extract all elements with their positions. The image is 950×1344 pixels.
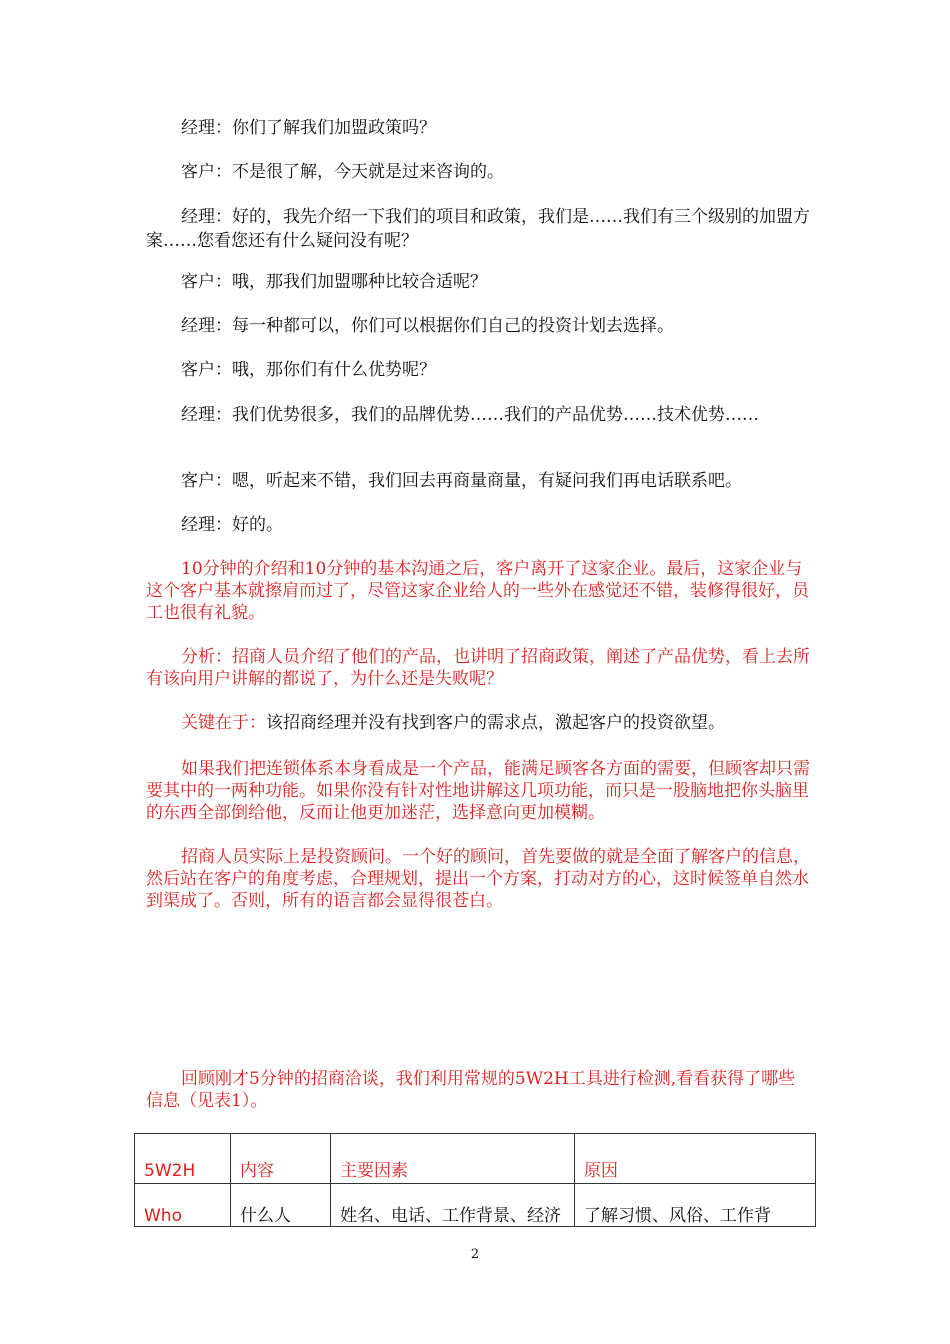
page-number: 2 [470,1247,480,1262]
table-cell: 什么人 [231,1184,331,1227]
key-point [146,712,810,734]
table-cell: 姓名、电话、工作背景、经济 [331,1184,575,1227]
key-label: 关键在于： [181,713,266,733]
table-intro-paragraph: 回顾刚才5分钟的招商洽谈，我们利用常规的5W2H工具进行检测,看看获得了哪些信息（见表1）。 [146,1069,796,1111]
table-cell: 了解习惯、风俗、工作背 [575,1184,816,1227]
table-header-cell: 内容 [231,1134,331,1184]
table-header-row [135,1134,816,1184]
table-header-cell: 5W2H [135,1134,231,1184]
key-text: 该招商经理并没有找到客户的需求点，激起客户的投资欲望。 [266,713,725,733]
dialogue-line: 客户：哦，那我们加盟哪种比较合适呢？ [181,272,487,292]
dialogue-line: 客户：哦，那你们有什么优势呢？ [181,360,436,380]
table-cell: Who [135,1184,231,1227]
body-paragraph: 如果我们把连锁体系本身看成是一个产品，能满足顾客各方面的需要，但顾客却只需要其中的一两种功能。如果你没有针对性地讲解这几项功能，而只是一股脑地把你头脑里的东西全部倒给他，反而让他更加迷茫，选择意向更加模糊。 [146,759,810,823]
dialogue-line: 经理：我们优势很多，我们的品牌优势……我们的产品优势……技术优势…… [181,405,759,425]
body-paragraph: 招商人员实际上是投资顾问。一个好的顾问，首先要做的就是全面了解客户的信息，然后站在客户的角度考虑，合理规划，提出一个方案，打动对方的心，这时候签单自然水到渠成了。否则，所有的语言都会显得很苍白。 [146,847,810,911]
table-header-cell: 原因 [575,1134,816,1184]
table-row [135,1184,816,1227]
analysis-paragraph: 分析：招商人员介绍了他们的产品，也讲明了招商政策，阐述了产品优势，看上去所有该向用户讲解的都说了，为什么还是失败呢？ [146,647,810,689]
5w2h-table [134,1133,816,1227]
dialogue-line: 经理：好的。 [181,515,283,535]
dialogue-line: 经理：每一种都可以，你们可以根据你们自己的投资计划去选择。 [181,316,674,336]
dialogue-line: 客户：嗯，听起来不错，我们回去再商量商量，有疑问我们再电话联系吧。 [181,471,742,491]
dialogue-line: 经理：好的，我先介绍一下我们的项目和政策，我们是……我们有三个级别的加盟方案……您看您还有什么疑问没有呢？ [146,207,810,251]
table-header-cell: 主要因素 [331,1134,575,1184]
narrative-paragraph: 10分钟的介绍和10分钟的基本沟通之后，客户离开了这家企业。最后，这家企业与这个客户基本就擦肩而过了，尽管这家企业给人的一些外在感觉还不错，装修得很好，员工也很有礼貌。 [146,559,809,623]
dialogue-line: 经理：你们了解我们加盟政策吗？ [181,118,436,138]
dialogue-line: 客户：不是很了解，今天就是过来咨询的。 [181,162,504,182]
